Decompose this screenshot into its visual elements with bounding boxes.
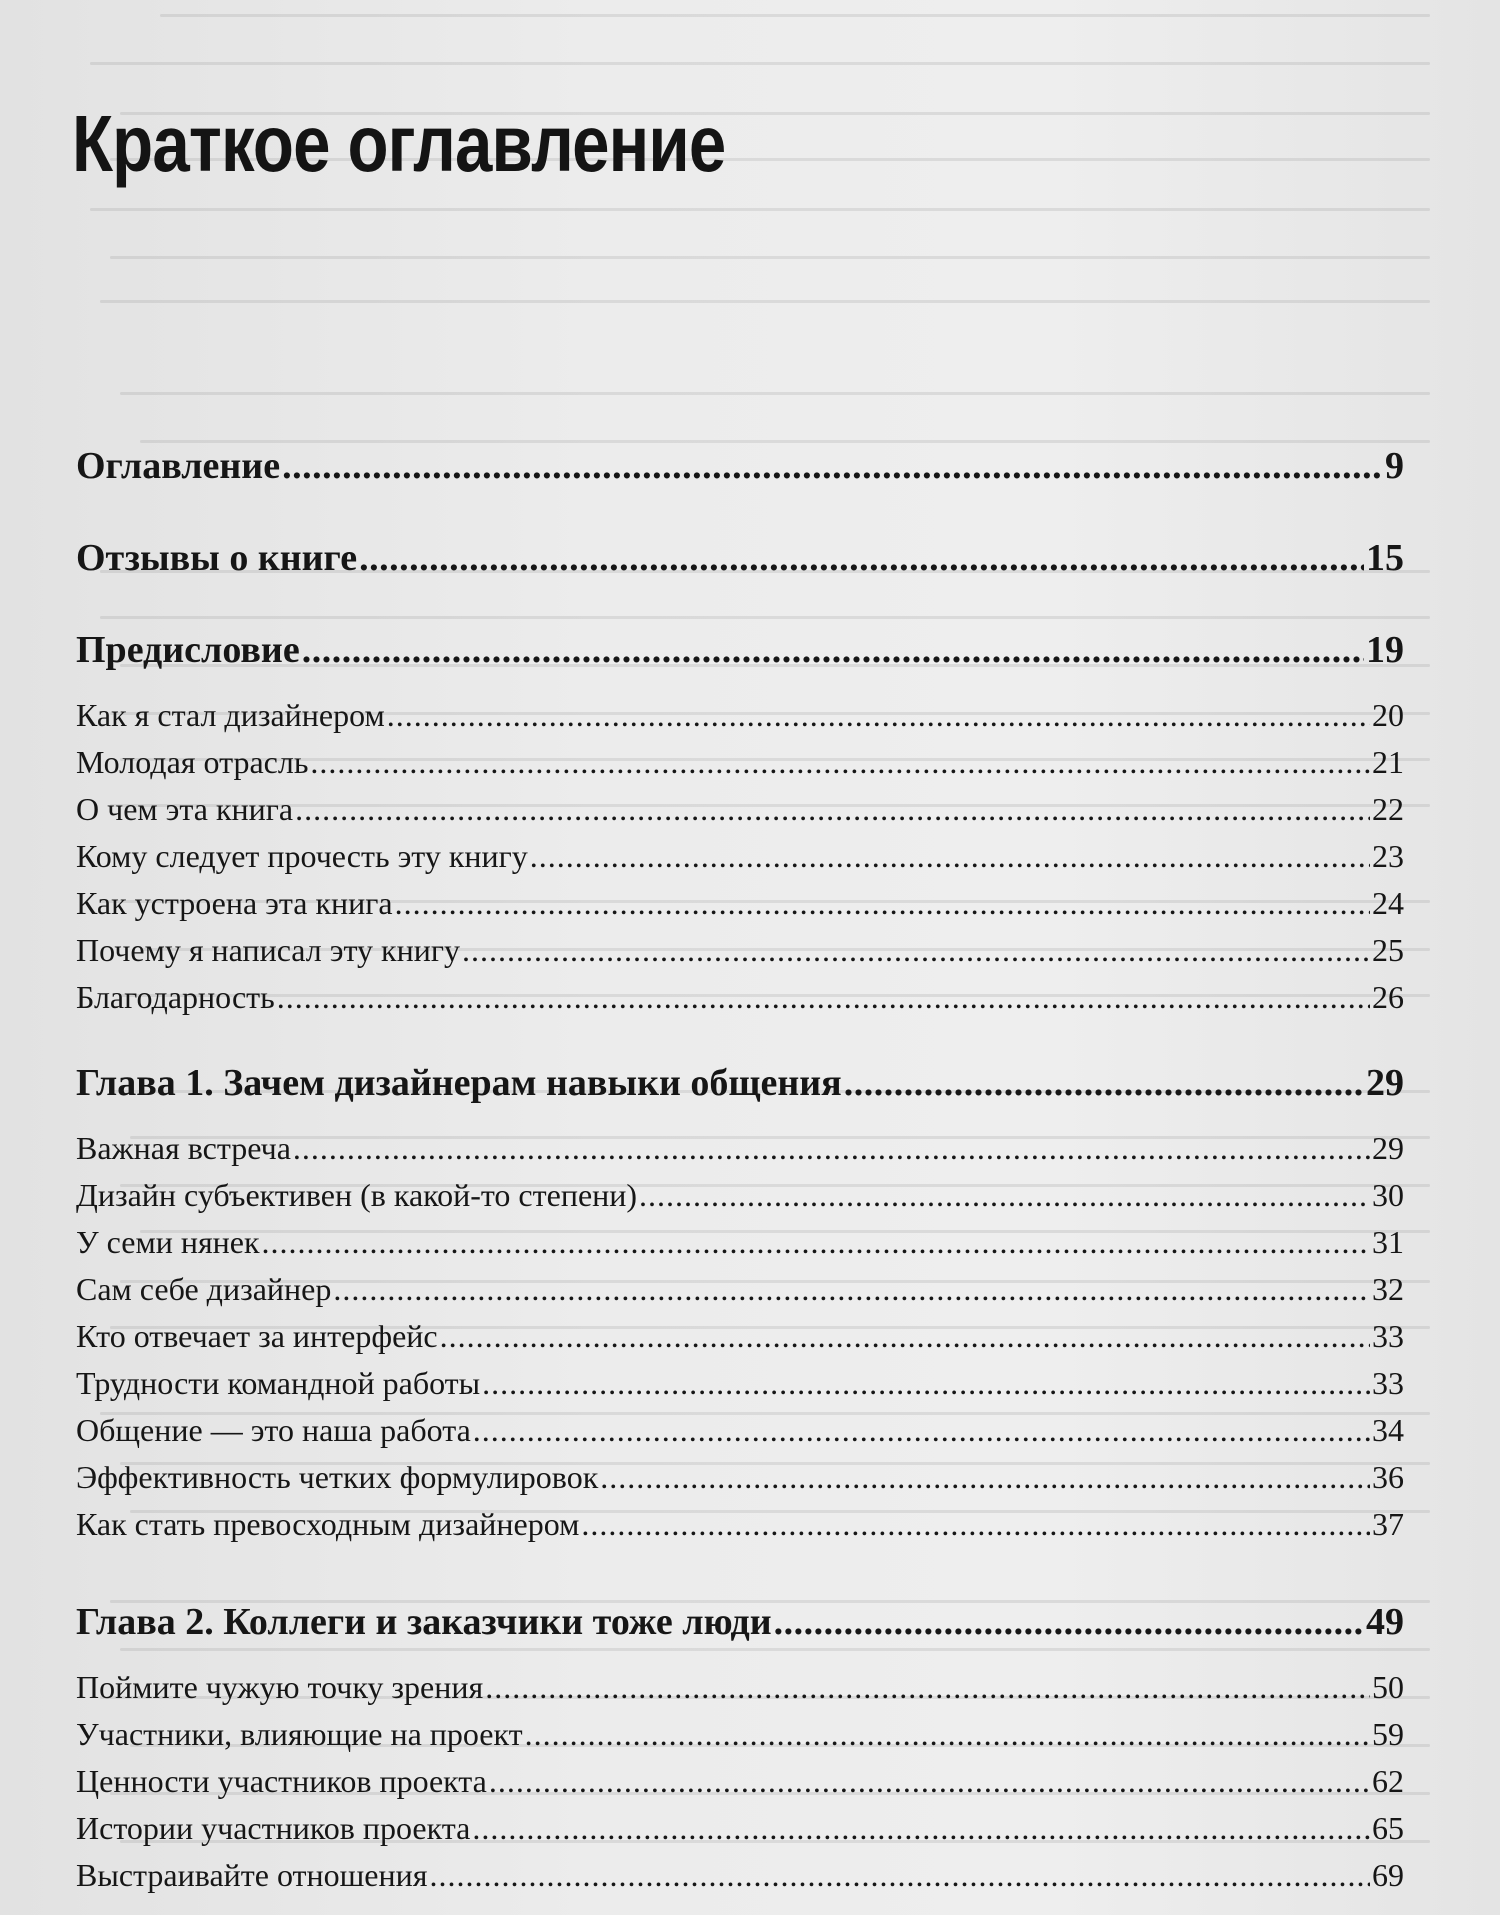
- toc-entry-page: 29: [1366, 1062, 1404, 1104]
- dot-leader: [359, 528, 1364, 588]
- toc-entry-label: Кто отвечает за интерфейс: [76, 1318, 438, 1354]
- toc-entry-label: Поймите чужую точку зрения: [76, 1669, 484, 1705]
- toc-entry[interactable]: [76, 927, 1404, 974]
- toc-entry-page: 29: [1372, 1130, 1404, 1166]
- toc-entry-page: 21: [1372, 744, 1404, 780]
- dot-leader: [295, 786, 1370, 833]
- dot-leader: [440, 1313, 1370, 1360]
- toc-entry[interactable]: [76, 1172, 1404, 1219]
- dot-leader: [262, 1219, 1370, 1266]
- toc-entry-label: Кому следует прочесть эту книгу: [76, 838, 528, 874]
- toc-entry-label: Эффективность четких формулировок: [76, 1459, 599, 1495]
- toc-entry-page: 23: [1372, 838, 1404, 874]
- toc-entry-label: Как стать превосходным дизайнером: [76, 1506, 580, 1542]
- toc-entry-label: Дизайн субъективен (в какой-то степени): [76, 1177, 638, 1213]
- toc-entry-label: Общение — это наша работа: [76, 1412, 471, 1448]
- toc-entry-page: 59: [1372, 1716, 1404, 1752]
- dot-leader: [530, 833, 1370, 880]
- toc-entry-page: 22: [1372, 791, 1404, 827]
- toc-entry-page: 30: [1372, 1177, 1404, 1213]
- toc-entry-label: Сам себе дизайнер: [76, 1271, 332, 1307]
- toc-entry[interactable]: [76, 1664, 1404, 1711]
- toc-entry-label: У семи нянек: [76, 1224, 260, 1260]
- toc-entry-page: 69: [1372, 1857, 1404, 1893]
- toc-entry-label: Выстраивайте отношения: [76, 1857, 428, 1893]
- toc-entry-page: 31: [1372, 1224, 1404, 1260]
- toc-entry-chapter-2[interactable]: [76, 1592, 1404, 1652]
- dot-leader: [489, 1758, 1370, 1805]
- toc-entry-label: Трудности командной работы: [76, 1365, 481, 1401]
- toc-entry-label: О чем эта книга: [76, 791, 294, 827]
- toc-entry[interactable]: [76, 1266, 1404, 1313]
- page-title: Краткое оглавление: [72, 99, 726, 188]
- toc-entry-page: 36: [1372, 1459, 1404, 1495]
- toc-entry-page: 25: [1372, 932, 1404, 968]
- dot-leader: [639, 1172, 1370, 1219]
- dot-leader: [293, 1125, 1370, 1172]
- toc-entry-page: 26: [1372, 979, 1404, 1015]
- dot-leader: [333, 1266, 1370, 1313]
- toc-entry-page: 20: [1372, 697, 1404, 733]
- toc-entry-page: 19: [1366, 629, 1404, 671]
- toc-entry[interactable]: [76, 1125, 1404, 1172]
- toc-entry[interactable]: [76, 880, 1404, 927]
- dot-leader: [581, 1501, 1370, 1548]
- toc-entry-chapter-1[interactable]: [76, 1053, 1404, 1113]
- toc-entry-label: Предисловие: [76, 629, 300, 671]
- toc-entry-page: 32: [1372, 1271, 1404, 1307]
- dot-leader: [277, 974, 1370, 1021]
- toc-entry-page: 50: [1372, 1669, 1404, 1705]
- dot-leader: [387, 692, 1370, 739]
- dot-leader: [462, 927, 1370, 974]
- dot-leader: [473, 1407, 1370, 1454]
- toc-entry-page: 33: [1372, 1318, 1404, 1354]
- toc-entry[interactable]: [76, 1219, 1404, 1266]
- toc-entry[interactable]: [76, 739, 1404, 786]
- toc-entry[interactable]: [76, 1313, 1404, 1360]
- toc-entry-page: 15: [1366, 537, 1404, 579]
- toc-entry-page: 65: [1372, 1810, 1404, 1846]
- toc-entry[interactable]: [76, 1360, 1404, 1407]
- toc-entry-label: Как я стал дизайнером: [76, 697, 385, 733]
- toc-entry-label: Отзывы о книге: [76, 537, 358, 579]
- toc-entry[interactable]: [76, 1711, 1404, 1758]
- dot-leader: [774, 1592, 1364, 1652]
- toc-entry[interactable]: [76, 1407, 1404, 1454]
- toc-entry-label: Истории участников проекта: [76, 1810, 471, 1846]
- toc-entry-label: Участники, влияющие на проект: [76, 1716, 523, 1752]
- dot-leader: [525, 1711, 1370, 1758]
- toc-entry[interactable]: [76, 1501, 1404, 1548]
- toc-entry-preface[interactable]: [76, 620, 1404, 680]
- toc-entry-label: Оглавление: [76, 445, 281, 487]
- toc-entry-page: 49: [1366, 1601, 1404, 1643]
- toc-entry-page: 62: [1372, 1763, 1404, 1799]
- toc-entry-label: Ценности участников проекта: [76, 1763, 487, 1799]
- dot-leader: [302, 620, 1364, 680]
- toc-entry-page: 9: [1385, 445, 1404, 487]
- dot-leader: [282, 436, 1383, 496]
- toc-entry[interactable]: [76, 786, 1404, 833]
- dot-leader: [310, 739, 1370, 786]
- toc-entry-reviews[interactable]: [76, 528, 1404, 588]
- dot-leader: [844, 1053, 1364, 1113]
- toc-entry-label: Как устроена эта книга: [76, 885, 393, 921]
- toc-entry[interactable]: [76, 1852, 1404, 1899]
- toc-entry[interactable]: [76, 1805, 1404, 1852]
- dot-leader: [472, 1805, 1370, 1852]
- toc-entry-page: 33: [1372, 1365, 1404, 1401]
- toc-entry-label: Важная встреча: [76, 1130, 291, 1166]
- toc-entry-label: Молодая отрасль: [76, 744, 309, 780]
- toc-entry-page: 37: [1372, 1506, 1404, 1542]
- toc-entry-label: Глава 2. Коллеги и заказчики тоже люди: [76, 1601, 772, 1643]
- dot-leader: [485, 1664, 1370, 1711]
- toc-entry[interactable]: [76, 1758, 1404, 1805]
- dot-leader: [429, 1852, 1370, 1899]
- toc-entry-label: Почему я написал эту книгу: [76, 932, 460, 968]
- toc-entry[interactable]: [76, 1454, 1404, 1501]
- toc-entry[interactable]: [76, 974, 1404, 1021]
- toc-entry-label: Благодарность: [76, 979, 275, 1015]
- toc-entry-page: 24: [1372, 885, 1404, 921]
- toc-entry-page: 34: [1372, 1412, 1404, 1448]
- table-of-contents: [76, 436, 1404, 1899]
- toc-entry-label: Глава 1. Зачем дизайнерам навыки общения: [76, 1062, 842, 1104]
- toc-entry[interactable]: [76, 692, 1404, 739]
- dot-leader: [395, 880, 1370, 927]
- dot-leader: [600, 1454, 1370, 1501]
- toc-entry-contents[interactable]: [76, 436, 1404, 496]
- toc-entry[interactable]: [76, 833, 1404, 880]
- dot-leader: [482, 1360, 1370, 1407]
